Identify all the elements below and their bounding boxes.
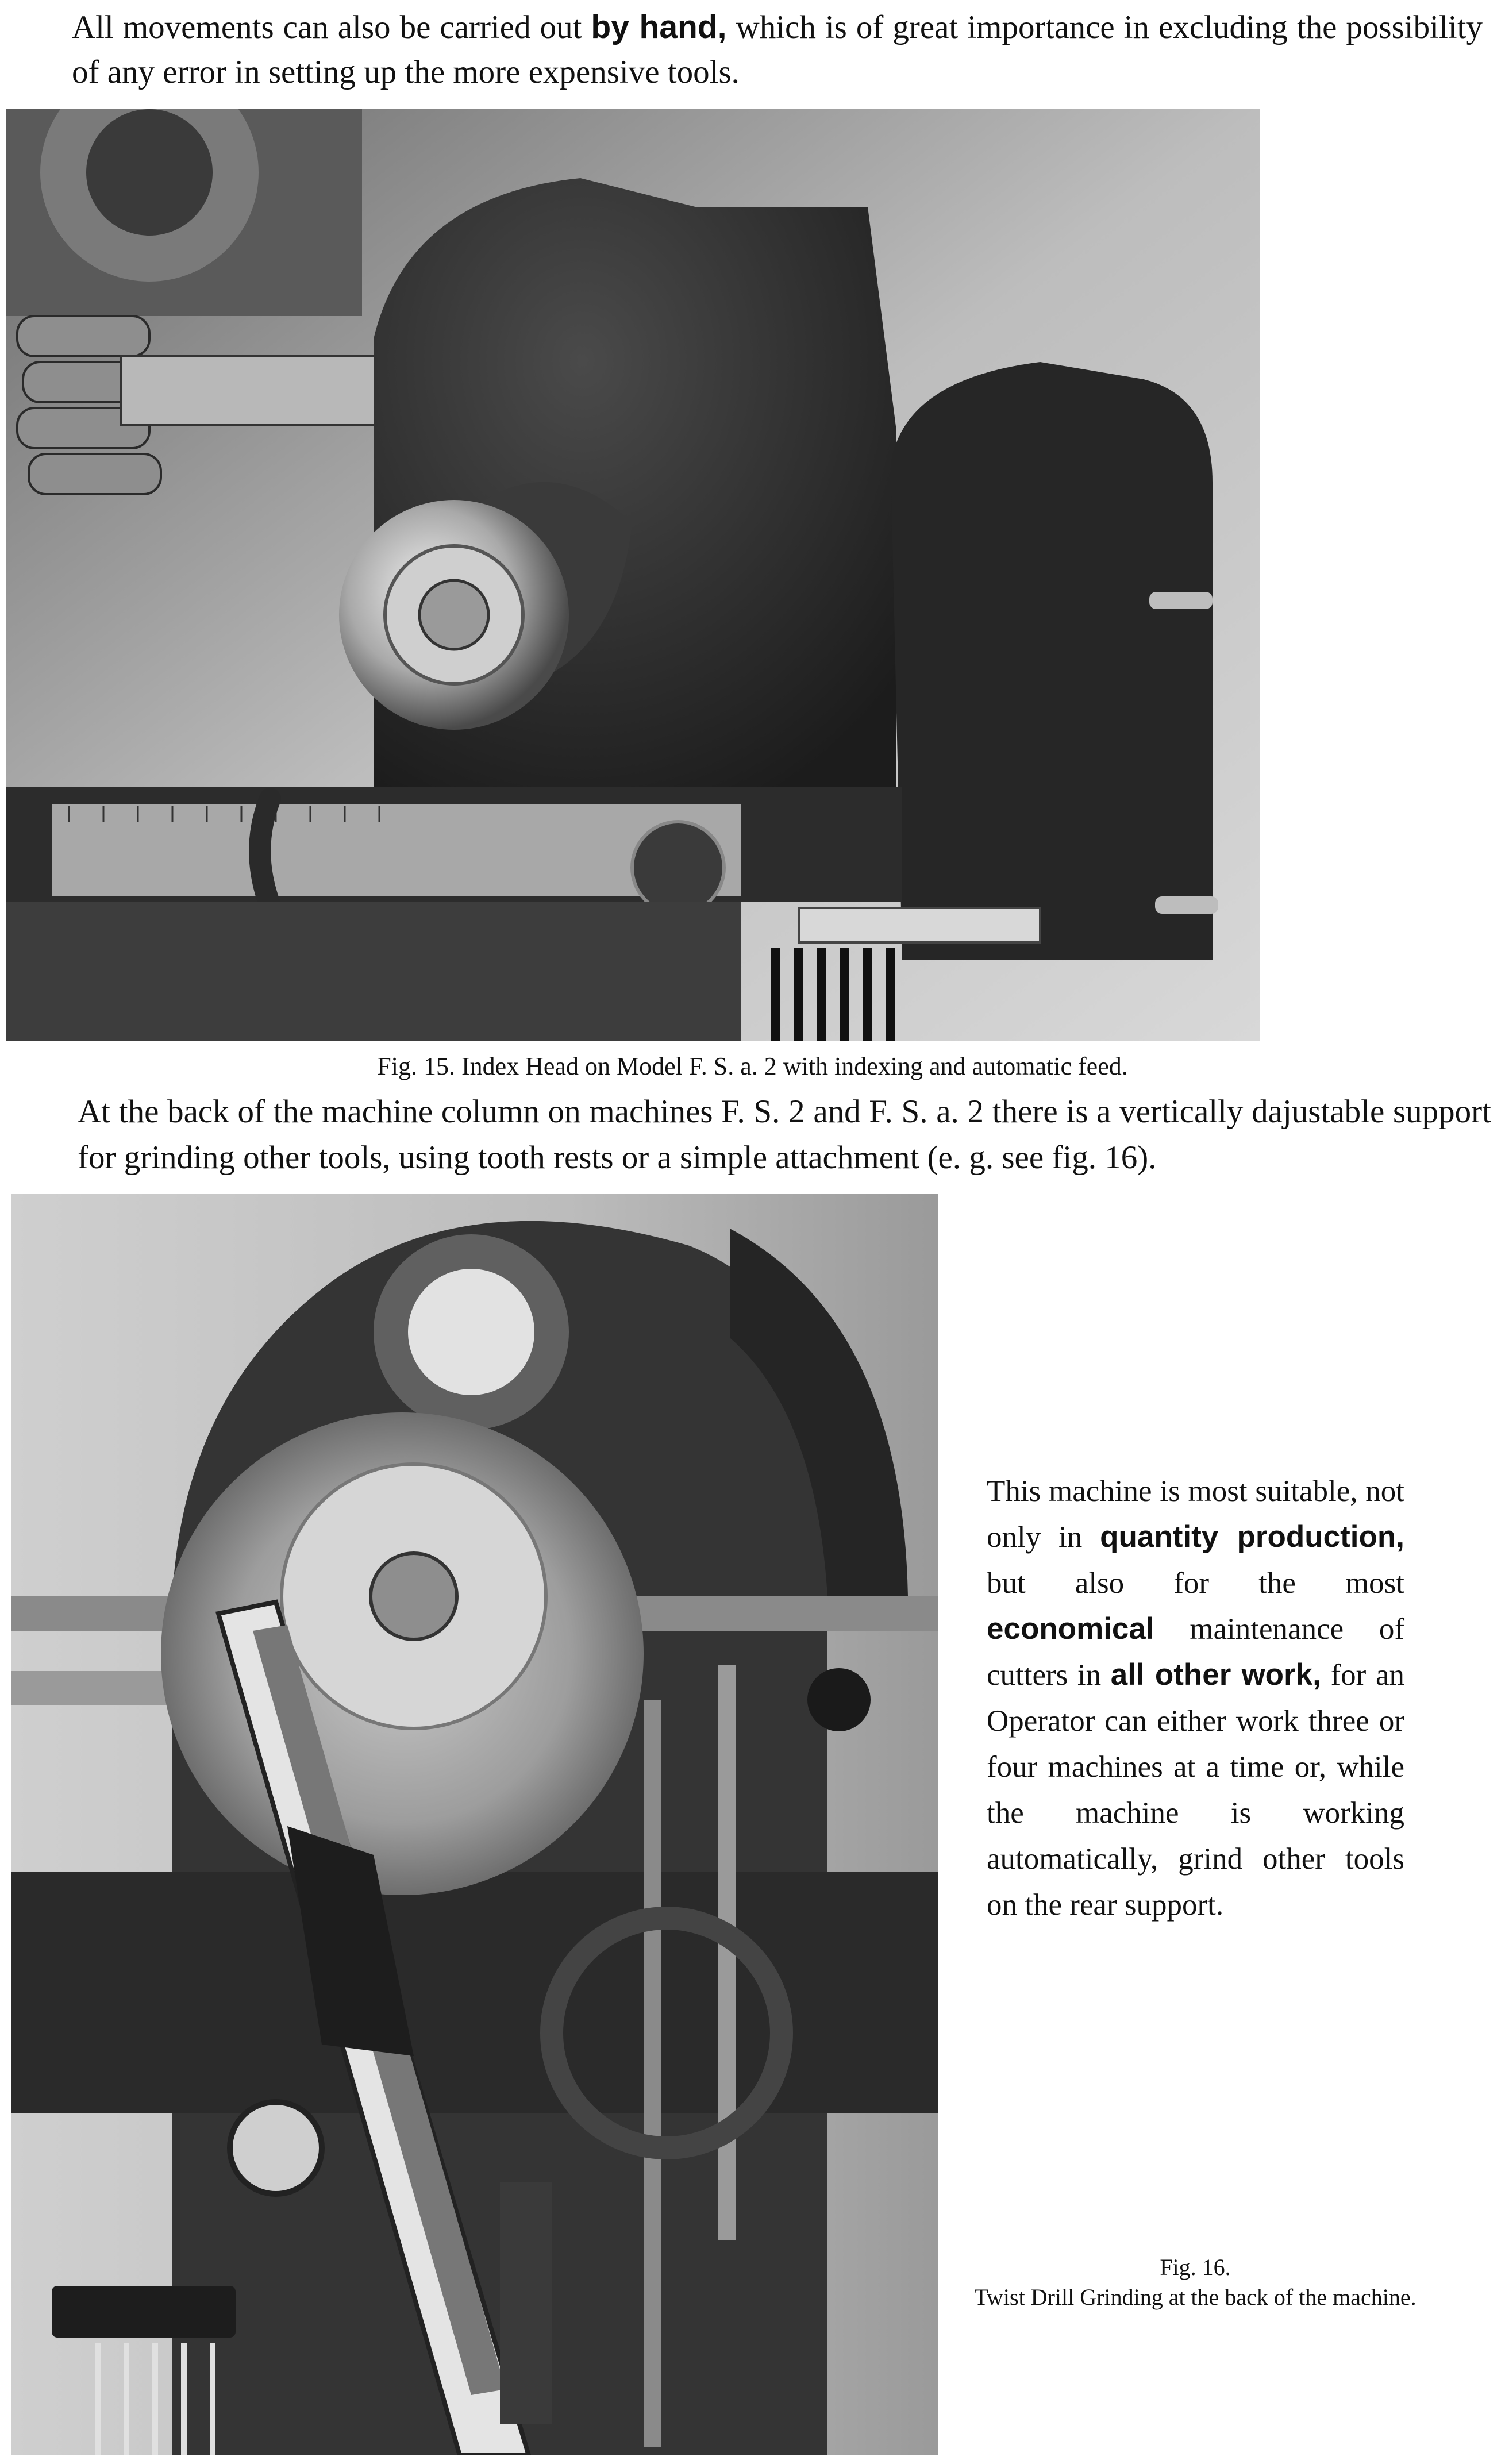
sidebar-text-3: maintenance of cutters in [987,1612,1404,1692]
sidebar-text-2: but also for the most [987,1566,1404,1600]
sidebar-bold-quantity: quantity production, [1100,1520,1405,1554]
intro-text-1: All movements can also be carried out [72,9,591,45]
figure-16-label: Fig. 16. [1160,2254,1231,2280]
sidebar-text-4: for an Operator can either work three or four machines at a time or, while the machine is working automatically, grind other tools on the rear support. [987,1658,1404,1922]
sidebar-paragraph [987,1468,1404,1928]
sidebar-bold-other-work: all other work, [1110,1658,1321,1692]
figure-16-caption-text: Twist Drill Grinding at the back of the machine. [974,2284,1417,2310]
intro-paragraph [11,5,1483,95]
intro-text-2: which is of great importance in excluding the possibility of any error in setting up the more expensive tools. [72,9,1483,90]
intro-bold-text: by hand, [591,9,727,45]
rear-support-paragraph [17,1089,1491,1181]
sidebar-bold-economical: economical [987,1612,1154,1646]
figure-15-photo [6,109,1260,1041]
figure-16-photo [11,1194,938,2455]
figure-15-caption: Fig. 15. Index Head on Model F. S. a. 2 with indexing and automatic feed. [377,1052,1128,1080]
rear-support-text: At the back of the machine column on machines F. S. 2 and F. S. a. 2 there is a vertically dajustable support for grinding other tools, using tooth rests or a simple attachment (e. g. see fig. 16). [78,1094,1491,1176]
sidebar-text-1: This machine is most suitable, not only in [987,1474,1404,1554]
figure-16-caption [971,2253,1419,2312]
